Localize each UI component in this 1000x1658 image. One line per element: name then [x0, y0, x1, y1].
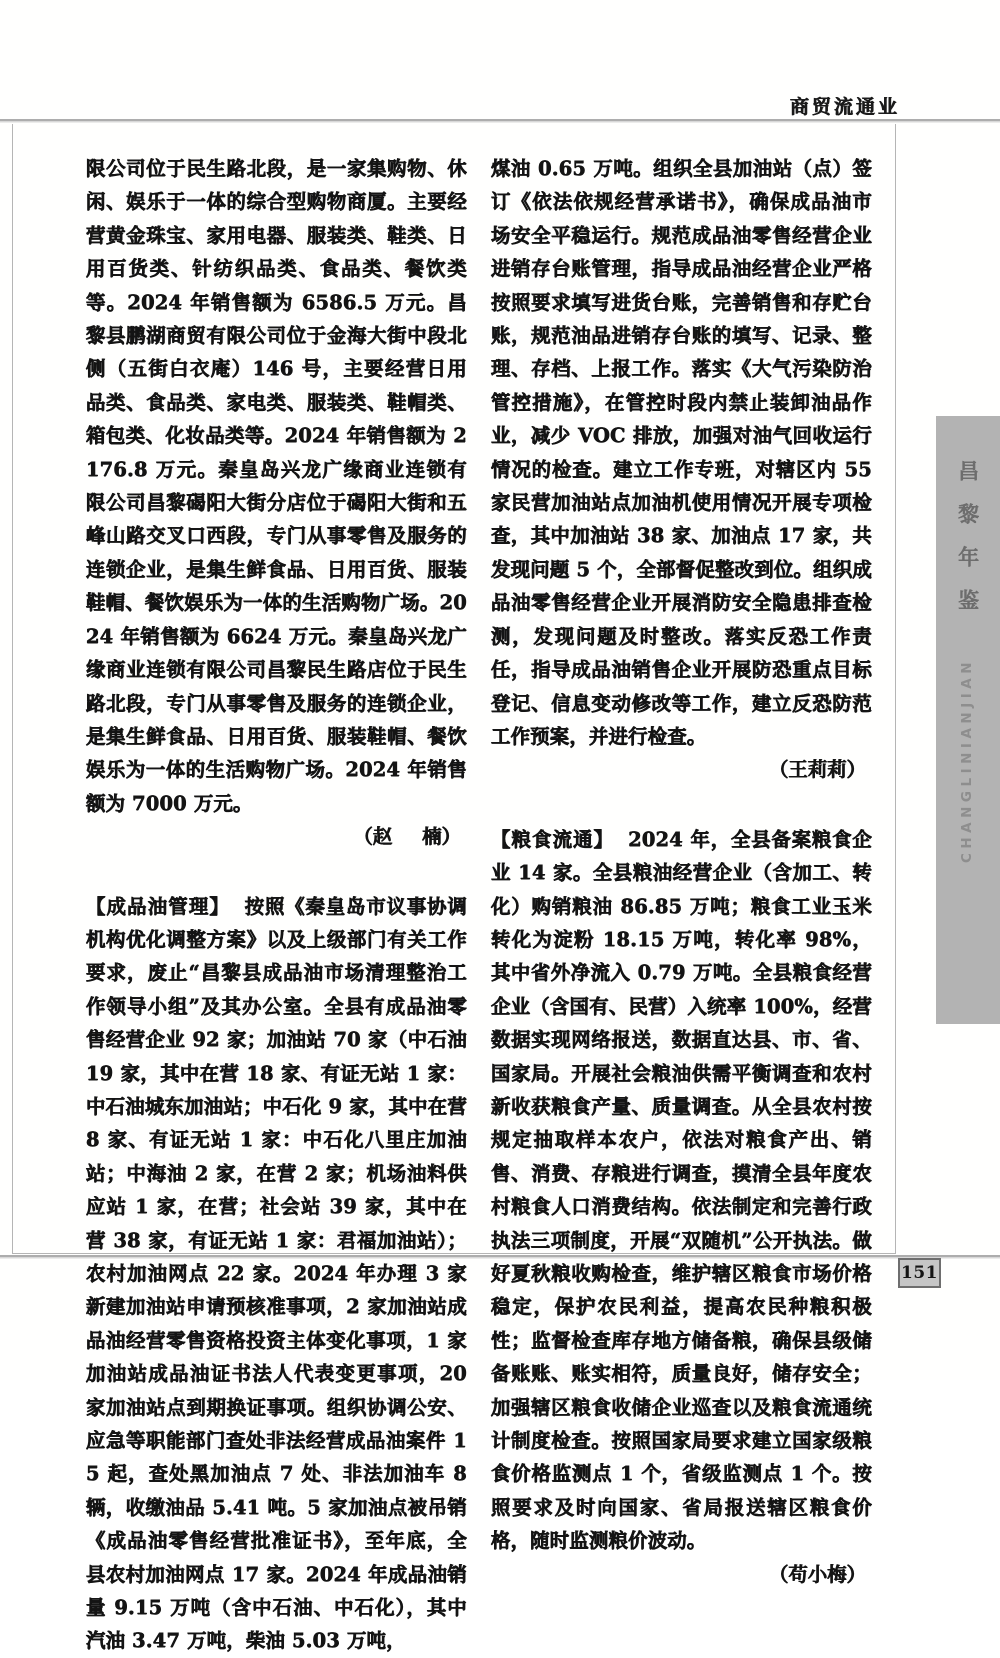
left-column: [86, 152, 467, 1658]
top-rule-divider: [0, 119, 1000, 121]
thumb-tab-pinyin: CHANGLINIANJIAN: [959, 658, 976, 864]
running-head: 商贸流通业: [789, 96, 900, 118]
page-number-badge: 151: [898, 1258, 941, 1288]
byline-wang-lili: （王莉莉）: [769, 758, 866, 782]
left-continued-paragraph: 限公司位于民生路北段，是一家集购物、休闲、娱乐于一体的综合型购物商厦。主要经营黄金珠宝、家用电器、服装类、鞋类、日用百货类、针纺织品类、食品类、餐饮类等。2024 年销售额为 6586.5 万元。昌黎县鹏湖商贸有限公司位于金海大街中段北侧（五街白衣庵）146 号，主要经营日用品类、食品类、家电类、服装类、鞋帽类、箱包类、化妆品类等。2024 年销售额为 2176.8 万元。秦皇岛兴龙广缘商业连锁有限公司昌黎碣阳大街分店位于碣阳大街和五峰山路交叉口西段，专门从事零售及服务的连锁企业，是集生鲜食品、日用百货、服装鞋帽、餐饮娱乐为一体的生活购物广场。2024 年销售额为 6624 万元。秦皇岛兴龙广缘商业连锁有限公司昌黎民生路店位于民生路北段，专门从事零售及服务的连锁企业，是集生鲜食品、日用百货、服装鞋帽、餐饮娱乐为一体的生活购物广场。2024 年销售额为 7000 万元。: [86, 157, 467, 815]
section-body-refined-oil: 按照《秦皇岛市议事协调机构优化调整方案》以及上级部门有关工作要求，废止“昌黎县成品油市场清理整治工作领导小组”及其办公室。全县有成品油零售经营企业 92 家；加油站 70 家（中石油 19 家，其中在营 18 家、有证无站 1 家：中石油城东加油站；中石化 9 家，其中在营 8 家、有证无站 1 家：中石化八里庄加油站；中海油 2 家，在营 2 家；机场油料供应站 1 家，在营；社会站 39 家，其中在营 38 家，有证无站 1 家：君福加油站）；农村加油网点 22 家。2024 年办理 3 家新建加油站申请预核准事项，2 家加油站成品油经营零售资格投资主体变化事项，1 家加油站成品油证书法人代表变更事项，20 家加油站点到期换证事项。组织协调公安、应急等职能部门查处非法经营成品油案件 15 起，查处黑加油点 7 处、非法加油车 8 辆，收缴油品 5.41 吨。5 家加油点被吊销《成品油零售经营批准证书》，至年底，全县农村加油网点 17 家。2024 年成品油销量 9.15 万吨（含中石油、中石化），其中汽油 3.47 万吨，柴油 5.03 万吨，: [86, 894, 468, 1653]
right-continued-paragraph: 煤油 0.65 万吨。组织全县加油站（点）签订《依法依规经营承诺书》，确保成品油市场安全平稳运行。规范成品油零售经营企业进销存台账管理，指导成品油经营企业严格按照要求填写进货台账，完善销售和存贮台账，规范油品进销存台账的填写、记录、整理、存档、上报工作。落实《大气污染防治管控措施》，在管控时段内禁止装卸油品作业，减少 VOC 排放，加强对油气回收运行情况的检查。建立工作专班，对辖区内 55 家民营加油站点加油机使用情况开展专项检查，其中加油站 38 家、加油点 17 家，共发现问题 5 个，全部督促整改到位。组织成品油零售经营企业开展消防安全隐患排查检测，发现问题及时整改。落实反恐工作责任，指导成品油销售企业开展防恐重点目标登记、信息变动修改等工作，建立反恐防范工作预案，并进行检查。: [491, 157, 872, 748]
text-columns: [86, 152, 886, 1653]
section-body-grain-circulation: 2024 年，全县备案粮食企业 14 家。全县粮油经营企业（含加工、转化）购销粮油 86.85 万吨；粮食工业玉米转化为淀粉 18.15 万吨，转化率 98%，其中省外净流入 0.79 万吨。全县粮食经营企业（含国有、民营）入统率 100%，经营数据实现网络报送，数据直达县、市、省、国家局。开展社会粮油供需平衡调查和农村新收获粮食产量、质量调查。从全县农村按规定抽取样本农户，依法对粮食产出、销售、消费、存粮进行调查，摸清全县年度农村粮食人口消费结构。依法制定和完善行政执法三项制度，开展“双随机”公开执法。做好夏秋粮收购检查，维护辖区粮食市场价格稳定，保护农民利益，提高农民种粮积极性；监督检查库存地方储备粮，确保县级储备账账、账实相符，质量良好，储存安全；加强辖区粮食收储企业巡查以及粮食流通统计制度检查。按照国家局要求建立国家级粮食价格监测点 1 个，省级监测点 1 个。按照要求及时向国家、省局报送辖区粮食价格，随时监测粮价波动。: [491, 827, 872, 1553]
section-grain-circulation: [491, 823, 872, 1558]
bottom-rule-divider: [0, 1255, 1000, 1257]
section-refined-oil-management: [86, 890, 467, 1658]
byline-gou-xiaomei: （苟小梅）: [769, 1562, 866, 1586]
thumb-tab-chinese-title: 昌黎年鉴: [955, 460, 981, 632]
byline-zhao-nan: [86, 820, 467, 853]
byline-surname: （赵: [353, 825, 393, 849]
section-heading-refined-oil: 【成品油管理】: [86, 894, 231, 918]
right-column: [491, 152, 872, 1591]
byline-given-name: 楠）: [422, 825, 461, 849]
section-spacer: [86, 854, 467, 890]
side-thumb-tab: [936, 416, 1000, 1024]
section-heading-grain-circulation: 【粮食流通】: [491, 827, 615, 851]
section-spacer: [491, 787, 872, 823]
